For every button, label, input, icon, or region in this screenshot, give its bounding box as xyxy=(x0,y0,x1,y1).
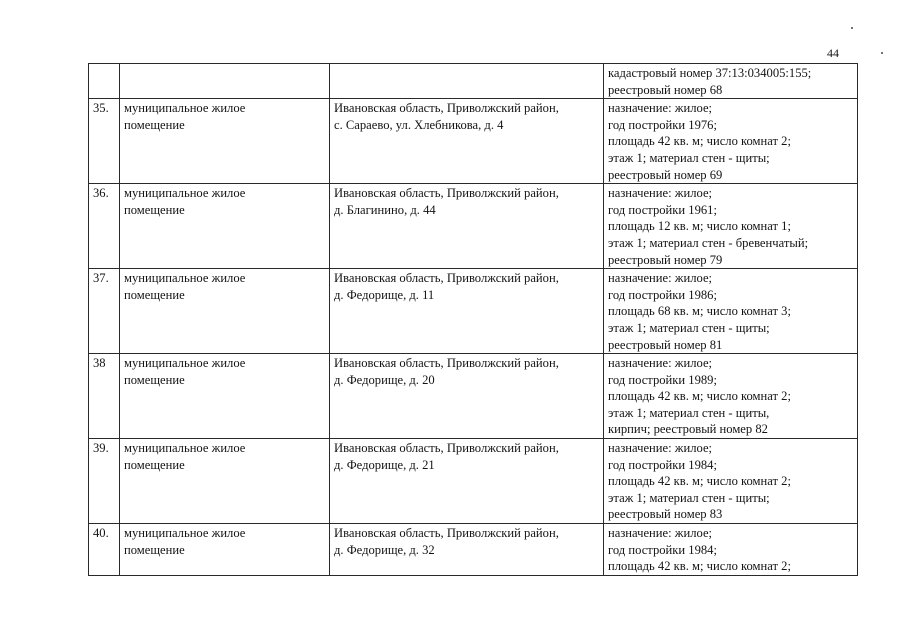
object-name-cell-line: помещение xyxy=(124,117,185,132)
characteristics-cell-line: год постройки 1986; xyxy=(608,287,717,302)
characteristics-cell-line: назначение: жилое; xyxy=(608,101,713,116)
characteristics-cell-line: реестровый номер 69 xyxy=(608,167,723,182)
address-cell-line: Ивановская область, Приволжский район, xyxy=(334,356,559,371)
table-row xyxy=(89,524,858,576)
object-name-cell xyxy=(120,524,330,576)
table-row xyxy=(89,184,858,269)
address-cell-line: Ивановская область, Приволжский район, xyxy=(334,101,559,116)
object-name-cell xyxy=(120,269,330,354)
address-cell xyxy=(330,64,604,99)
row-number-cell: 38 xyxy=(89,354,120,439)
characteristics-cell-line: назначение: жилое; xyxy=(608,526,713,541)
address-cell-line: Ивановская область, Приволжский район, xyxy=(334,526,559,541)
characteristics-cell-line: назначение: жилое; xyxy=(608,271,713,286)
address-cell xyxy=(330,354,604,439)
characteristics-cell xyxy=(604,99,858,184)
characteristics-cell-line: год постройки 1989; xyxy=(608,372,717,387)
characteristics-cell-line: назначение: жилое; xyxy=(608,441,713,456)
object-name-cell-line: муниципальное жилое xyxy=(124,186,246,201)
object-name-cell-line: муниципальное жилое xyxy=(124,356,246,371)
characteristics-cell-line: назначение: жилое; xyxy=(608,186,713,201)
object-name-cell-line: муниципальное жилое xyxy=(124,101,246,116)
address-cell xyxy=(330,524,604,576)
page-number: 44 xyxy=(827,46,839,60)
address-cell-line: д. Федорище, д. 11 xyxy=(334,287,435,302)
address-cell-line: Ивановская область, Приволжский район, xyxy=(334,441,559,456)
characteristics-cell-line: год постройки 1984; xyxy=(608,542,717,557)
characteristics-cell-line: площадь 68 кв. м; число комнат 3; xyxy=(608,304,791,319)
row-number-cell xyxy=(89,64,120,99)
row-number-cell: 40. xyxy=(89,524,120,576)
object-name-cell xyxy=(120,184,330,269)
characteristics-cell-line: реестровый номер 79 xyxy=(608,252,723,267)
table-row xyxy=(89,269,858,354)
address-cell-line: д. Федорище, д. 21 xyxy=(334,457,435,472)
row-number-cell: 35. xyxy=(89,99,120,184)
characteristics-cell-line: реестровый номер 83 xyxy=(608,507,723,522)
characteristics-cell xyxy=(604,184,858,269)
address-cell xyxy=(330,439,604,524)
characteristics-cell-line: этаж 1; материал стен - бревенчатый; xyxy=(608,235,809,250)
characteristics-cell xyxy=(604,64,858,99)
characteristics-cell-line: кирпич; реестровый номер 82 xyxy=(608,422,768,437)
characteristics-cell xyxy=(604,354,858,439)
row-number-cell: 39. xyxy=(89,439,120,524)
table-row-continuation xyxy=(89,64,858,99)
object-name-cell xyxy=(120,439,330,524)
object-name-cell-line: помещение xyxy=(124,202,185,217)
characteristics-cell-line: назначение: жилое; xyxy=(608,356,713,371)
characteristics-cell-line: площадь 42 кв. м; число комнат 2; xyxy=(608,559,791,574)
table-row xyxy=(89,354,858,439)
object-name-cell xyxy=(120,99,330,184)
characteristics-cell-line: этаж 1; материал стен - щиты; xyxy=(608,320,770,335)
characteristics-cell-line: реестровый номер 81 xyxy=(608,337,723,352)
characteristics-cell xyxy=(604,524,858,576)
characteristics-cell-line: год постройки 1984; xyxy=(608,457,717,472)
table-row xyxy=(89,99,858,184)
address-cell xyxy=(330,184,604,269)
object-name-cell xyxy=(120,354,330,439)
address-cell-line: с. Сараево, ул. Хлебникова, д. 4 xyxy=(334,117,504,132)
characteristics-cell-line: год постройки 1976; xyxy=(608,117,717,132)
address-cell xyxy=(330,269,604,354)
scan-speck xyxy=(881,52,883,54)
scan-speck xyxy=(851,27,853,29)
characteristics-cell-line: этаж 1; материал стен - щиты; xyxy=(608,150,770,165)
characteristics-cell-line: этаж 1; материал стен - щиты, xyxy=(608,405,770,420)
address-cell-line: д. Благинино, д. 44 xyxy=(334,202,436,217)
object-name-cell xyxy=(120,64,330,99)
characteristics-cell-line: площадь 42 кв. м; число комнат 2; xyxy=(608,134,791,149)
characteristics-cell-line: реестровый номер 68 xyxy=(608,82,723,97)
register-body xyxy=(89,64,858,576)
address-cell-line: Ивановская область, Приволжский район, xyxy=(334,271,559,286)
characteristics-cell-line: кадастровый номер 37:13:034005:155; xyxy=(608,66,812,80)
address-cell-line: д. Федорище, д. 32 xyxy=(334,542,435,557)
object-name-cell-line: муниципальное жилое xyxy=(124,526,246,541)
address-cell-line: Ивановская область, Приволжский район, xyxy=(334,186,559,201)
object-name-cell-line: помещение xyxy=(124,542,185,557)
object-name-cell-line: помещение xyxy=(124,457,185,472)
address-cell xyxy=(330,99,604,184)
table-row xyxy=(89,439,858,524)
address-cell-line: д. Федорище, д. 20 xyxy=(334,372,435,387)
characteristics-cell xyxy=(604,439,858,524)
object-name-cell-line: помещение xyxy=(124,372,185,387)
row-number-cell: 36. xyxy=(89,184,120,269)
characteristics-cell xyxy=(604,269,858,354)
property-register-table xyxy=(88,63,858,576)
row-number-cell: 37. xyxy=(89,269,120,354)
characteristics-cell-line: площадь 12 кв. м; число комнат 1; xyxy=(608,219,791,234)
object-name-cell-line: муниципальное жилое xyxy=(124,441,246,456)
characteristics-cell-line: год постройки 1961; xyxy=(608,202,717,217)
characteristics-cell-line: площадь 42 кв. м; число комнат 2; xyxy=(608,474,791,489)
characteristics-cell-line: этаж 1; материал стен - щиты; xyxy=(608,490,770,505)
object-name-cell-line: муниципальное жилое xyxy=(124,271,246,286)
object-name-cell-line: помещение xyxy=(124,287,185,302)
characteristics-cell-line: площадь 42 кв. м; число комнат 2; xyxy=(608,389,791,404)
